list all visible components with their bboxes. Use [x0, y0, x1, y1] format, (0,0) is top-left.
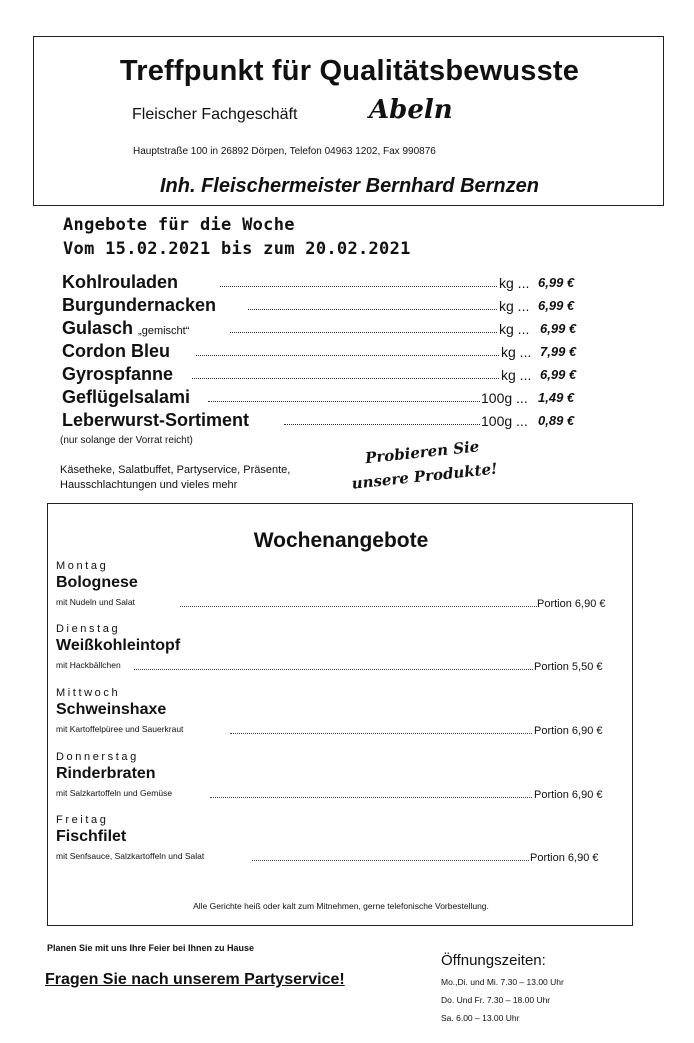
- services-line: Hausschlachtungen und vieles mehr: [60, 479, 238, 491]
- dish-price: Portion 6,90 €: [534, 789, 603, 801]
- dish-price: Portion 6,90 €: [530, 852, 599, 864]
- weekly-item: [48, 687, 634, 749]
- dot-leader: [230, 332, 497, 333]
- weekly-item: [48, 814, 634, 876]
- offer-name: Leberwurst-Sortiment: [62, 410, 250, 430]
- offer-unit: kg ...: [499, 321, 530, 337]
- weekly-title: Wochenangebote: [253, 529, 429, 552]
- header-box: [33, 36, 664, 206]
- offer-unit: 100g ...: [481, 390, 528, 406]
- offer-price: 6,99 €: [538, 275, 575, 290]
- dish-description: mit Nudeln und Salat: [56, 597, 135, 607]
- offer-unit: 100g ...: [481, 413, 528, 429]
- offer-name: Cordon Bleu: [62, 341, 170, 361]
- offer-price: 6,99 €: [540, 321, 577, 336]
- offer-unit: kg ...: [499, 275, 530, 291]
- owner-line: Inh. Fleischermeister Bernhard Bernzen: [159, 175, 539, 197]
- offer-row: [62, 318, 602, 340]
- services-line: Käsetheke, Salatbuffet, Partyservice, Präsente,: [60, 464, 291, 476]
- slogan: [348, 433, 499, 496]
- opening-hours-line: Do. Und Fr. 7.30 – 18.00 Uhr: [441, 995, 551, 1005]
- weekly-offers-box: [47, 503, 633, 926]
- offers-heading-title: Angebote für die Woche: [63, 215, 295, 235]
- party-note: Planen Sie mit uns Ihre Feier bei Ihnen zu Hause: [47, 943, 255, 953]
- offer-row: [62, 295, 602, 317]
- shop-name-logo: Abeln: [369, 95, 453, 125]
- weekly-item: [48, 623, 634, 685]
- dish-name: Bolognese: [56, 574, 138, 591]
- opening-hours-title: Öffnungszeiten:: [441, 952, 546, 969]
- offers-footnote: (nur solange der Vorrat reicht): [60, 435, 193, 446]
- dish-price: Portion 6,90 €: [534, 725, 603, 737]
- offer-row: [62, 410, 602, 432]
- dish-name: Schweinshaxe: [56, 701, 167, 718]
- weekday: Dienstag: [56, 623, 121, 635]
- slogan-line: Probieren Sie: [364, 437, 481, 468]
- shop-label: Fleischer Fachgeschäft: [132, 106, 298, 123]
- weekday: Donnerstag: [56, 751, 139, 763]
- dot-leader: [134, 669, 533, 670]
- dish-description: mit Senfsauce, Salzkartoffeln und Salat: [56, 851, 205, 861]
- offer-name: Gulasch: [62, 318, 134, 338]
- offer-note: „gemischt“: [138, 325, 190, 337]
- services-text: [60, 463, 290, 493]
- offer-name: Kohlrouladen: [62, 272, 178, 292]
- dot-leader: [220, 286, 497, 287]
- dot-leader: [252, 860, 529, 861]
- offer-row: [62, 364, 602, 386]
- dish-description: mit Salzkartoffeln und Gemüse: [56, 788, 173, 798]
- dish-description: mit Kartoffelpüree und Sauerkraut: [56, 724, 184, 734]
- offer-price: 6,99 €: [538, 298, 575, 313]
- offer-row: [62, 272, 602, 294]
- offer-name: Gyrospfanne: [62, 364, 174, 384]
- dot-leader: [230, 733, 532, 734]
- opening-hours-line: Sa. 6.00 – 13.00 Uhr: [441, 1013, 520, 1023]
- shop-address: Hauptstraße 100 in 26892 Dörpen, Telefon 04963 1202, Fax 990876: [133, 146, 436, 157]
- weekly-item: [48, 560, 634, 622]
- offers-heading-dates: Vom 15.02.2021 bis zum 20.02.2021: [63, 239, 411, 259]
- party-service-callout: Fragen Sie nach unserem Partyservice!: [45, 971, 345, 988]
- offer-name: Burgundernacken: [62, 295, 217, 315]
- offers-heading: [63, 213, 411, 261]
- dish-price: Portion 5,50 €: [534, 661, 603, 673]
- offer-name: Geflügelsalami: [62, 387, 191, 407]
- dot-leader: [210, 797, 532, 798]
- dot-leader: [180, 606, 537, 607]
- weekly-item: [48, 751, 634, 813]
- offer-unit: kg ...: [501, 367, 532, 383]
- opening-hours-line: Mo.,Di. und Mi. 7.30 – 13.00 Uhr: [441, 977, 564, 987]
- dot-leader: [196, 355, 499, 356]
- offer-price: 7,99 €: [540, 344, 577, 359]
- weekday: Mittwoch: [56, 687, 121, 699]
- offer-price: 6,99 €: [540, 367, 577, 382]
- dot-leader: [248, 309, 497, 310]
- dish-name: Fischfilet: [56, 828, 127, 845]
- offer-price: 0,89 €: [538, 413, 575, 428]
- weekday: Montag: [56, 560, 109, 572]
- offer-price: 1,49 €: [538, 390, 575, 405]
- dot-leader: [192, 378, 499, 379]
- offer-unit: kg ...: [499, 298, 530, 314]
- dish-description: mit Hackbällchen: [56, 660, 121, 670]
- dish-price: Portion 6,90 €: [537, 598, 606, 610]
- offer-row: [62, 341, 602, 363]
- dish-name: Weißkohleintopf: [56, 637, 181, 654]
- slogan-line: unsere Produkte!: [350, 459, 499, 493]
- dot-leader: [208, 401, 480, 402]
- offer-unit: kg ...: [501, 344, 532, 360]
- offer-row: [62, 387, 602, 409]
- dish-name: Rinderbraten: [56, 765, 156, 782]
- weekly-footnote: Alle Gerichte heiß oder kalt zum Mitnehmen, gerne telefonische Vorbestellung.: [193, 901, 489, 911]
- weekday: Freitag: [56, 814, 109, 826]
- dot-leader: [284, 424, 480, 425]
- page-title: Treffpunkt für Qualitätsbewusste: [119, 55, 580, 87]
